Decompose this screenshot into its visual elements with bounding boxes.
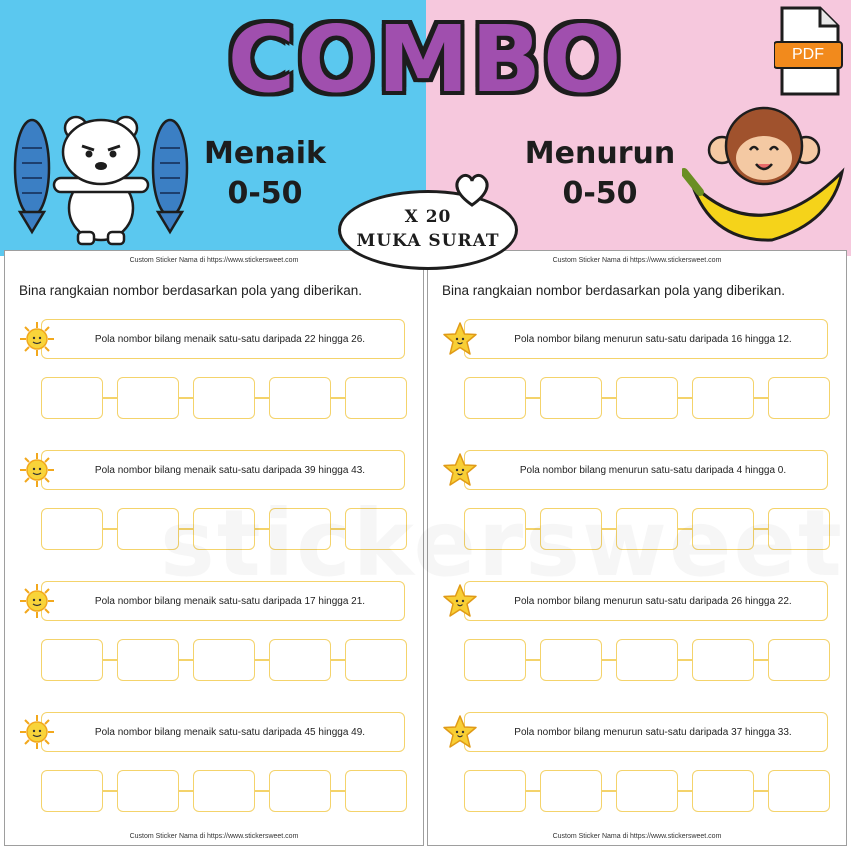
box-connector bbox=[754, 790, 768, 792]
right-label-line2: 0-50 bbox=[562, 176, 638, 211]
instruction-text: Bina rangkaian nombor berdasarkan pola yang diberikan. bbox=[442, 283, 785, 298]
task-instruction: Pola nombor bilang menaik satu-satu daripada 39 hingga 43. bbox=[41, 450, 405, 490]
box-connector bbox=[526, 790, 540, 792]
answer-box[interactable] bbox=[768, 770, 830, 812]
combo-title: COMBO bbox=[227, 6, 624, 113]
box-connector bbox=[526, 659, 540, 661]
task-instruction: Pola nombor bilang menurun satu-satu daripada 16 hingga 12. bbox=[464, 319, 828, 359]
answer-boxes bbox=[41, 770, 407, 812]
box-connector bbox=[331, 397, 345, 399]
task-instruction: Pola nombor bilang menurun satu-satu daripada 37 hingga 33. bbox=[464, 712, 828, 752]
answer-box[interactable] bbox=[540, 639, 602, 681]
answer-box[interactable] bbox=[768, 639, 830, 681]
star-icon bbox=[442, 714, 478, 750]
left-label bbox=[190, 134, 340, 214]
answer-box[interactable] bbox=[41, 508, 103, 550]
answer-box[interactable] bbox=[768, 377, 830, 419]
answer-box[interactable] bbox=[692, 377, 754, 419]
answer-box[interactable] bbox=[345, 639, 407, 681]
answer-box[interactable] bbox=[269, 377, 331, 419]
right-label-line1: Menurun bbox=[524, 136, 676, 171]
box-connector bbox=[602, 397, 616, 399]
answer-boxes bbox=[41, 639, 407, 681]
answer-box[interactable] bbox=[616, 770, 678, 812]
left-label-line1: Menaik bbox=[203, 136, 327, 171]
box-connector bbox=[678, 397, 692, 399]
pdf-file-icon bbox=[774, 6, 844, 102]
box-connector bbox=[754, 397, 768, 399]
badge-count: X 20 bbox=[404, 207, 452, 227]
answer-boxes bbox=[464, 639, 830, 681]
sun-icon bbox=[19, 321, 55, 357]
task-instruction: Pola nombor bilang menaik satu-satu daripada 22 hingga 26. bbox=[41, 319, 405, 359]
answer-box[interactable] bbox=[540, 770, 602, 812]
pattern-task bbox=[428, 581, 846, 691]
answer-box[interactable] bbox=[269, 770, 331, 812]
answer-box[interactable] bbox=[193, 377, 255, 419]
watermark bbox=[160, 490, 844, 597]
answer-box[interactable] bbox=[692, 770, 754, 812]
answer-boxes bbox=[464, 770, 830, 812]
box-connector bbox=[255, 397, 269, 399]
pattern-task bbox=[5, 581, 423, 691]
page-footer-text: Custom Sticker Nama di https://www.stickersweet.com bbox=[129, 833, 299, 840]
box-connector bbox=[103, 528, 117, 530]
box-connector bbox=[331, 659, 345, 661]
heart-icon bbox=[452, 172, 492, 208]
task-instruction: Pola nombor bilang menurun satu-satu daripada 26 hingga 22. bbox=[464, 581, 828, 621]
answer-box[interactable] bbox=[41, 770, 103, 812]
answer-box[interactable] bbox=[117, 639, 179, 681]
answer-boxes bbox=[464, 377, 830, 419]
box-connector bbox=[103, 790, 117, 792]
pattern-task bbox=[5, 319, 423, 429]
answer-box[interactable] bbox=[616, 639, 678, 681]
answer-box[interactable] bbox=[464, 770, 526, 812]
box-connector bbox=[255, 790, 269, 792]
pattern-task bbox=[428, 712, 846, 822]
answer-boxes bbox=[41, 377, 407, 419]
answer-box[interactable] bbox=[193, 770, 255, 812]
pattern-task bbox=[428, 319, 846, 429]
page-header-text: Custom Sticker Nama di https://www.stickersweet.com bbox=[552, 257, 722, 264]
answer-box[interactable] bbox=[540, 377, 602, 419]
answer-box[interactable] bbox=[616, 377, 678, 419]
left-label-line2: 0-50 bbox=[227, 176, 303, 211]
star-icon bbox=[442, 321, 478, 357]
box-connector bbox=[754, 659, 768, 661]
box-connector bbox=[179, 397, 193, 399]
pdf-label: PDF bbox=[792, 46, 824, 63]
box-connector bbox=[103, 397, 117, 399]
monkey-banana-icon bbox=[682, 102, 847, 252]
box-connector bbox=[602, 659, 616, 661]
box-connector bbox=[255, 659, 269, 661]
box-connector bbox=[678, 659, 692, 661]
task-instruction: Pola nombor bilang menaik satu-satu daripada 45 hingga 49. bbox=[41, 712, 405, 752]
sun-icon bbox=[19, 714, 55, 750]
answer-box[interactable] bbox=[117, 770, 179, 812]
polar-bear-icon bbox=[6, 108, 196, 248]
box-connector bbox=[602, 790, 616, 792]
star-icon bbox=[442, 452, 478, 488]
box-connector bbox=[331, 790, 345, 792]
answer-box[interactable] bbox=[692, 639, 754, 681]
answer-box[interactable] bbox=[345, 377, 407, 419]
answer-box[interactable] bbox=[117, 377, 179, 419]
answer-box[interactable] bbox=[345, 770, 407, 812]
sun-icon bbox=[19, 583, 55, 619]
badge-pages: MUKA SURAT bbox=[356, 231, 500, 251]
sun-icon bbox=[19, 452, 55, 488]
box-connector bbox=[678, 790, 692, 792]
right-label bbox=[520, 134, 680, 214]
page-footer-text: Custom Sticker Nama di https://www.stickersweet.com bbox=[552, 833, 722, 840]
instruction-text: Bina rangkaian nombor berdasarkan pola yang diberikan. bbox=[19, 283, 362, 298]
pattern-task bbox=[5, 712, 423, 822]
box-connector bbox=[103, 659, 117, 661]
task-instruction: Pola nombor bilang menurun satu-satu daripada 4 hingga 0. bbox=[464, 450, 828, 490]
box-connector bbox=[179, 790, 193, 792]
answer-box[interactable] bbox=[41, 639, 103, 681]
answer-box[interactable] bbox=[269, 639, 331, 681]
page-header-text: Custom Sticker Nama di https://www.stickersweet.com bbox=[129, 257, 299, 264]
box-connector bbox=[179, 659, 193, 661]
answer-box[interactable] bbox=[464, 377, 526, 419]
answer-box[interactable] bbox=[464, 639, 526, 681]
box-connector bbox=[526, 397, 540, 399]
answer-box[interactable] bbox=[41, 377, 103, 419]
answer-box[interactable] bbox=[193, 639, 255, 681]
task-instruction: Pola nombor bilang menaik satu-satu daripada 17 hingga 21. bbox=[41, 581, 405, 621]
